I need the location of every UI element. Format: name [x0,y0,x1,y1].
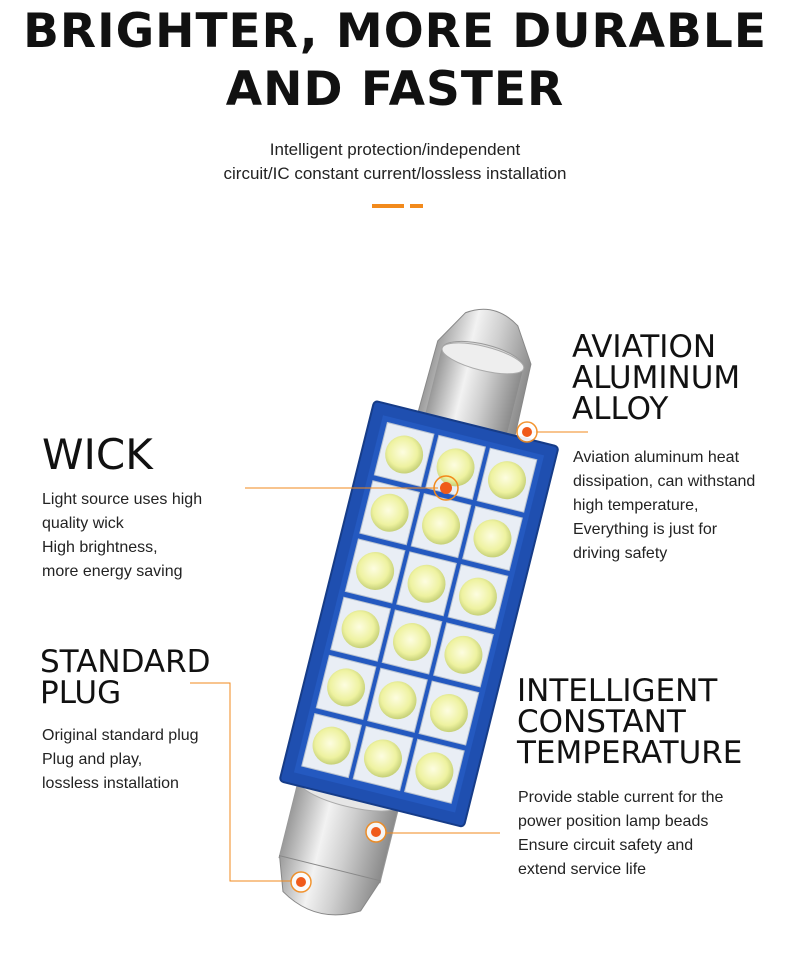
headline-line-2: AND FASTER [225,62,565,117]
intelligent-description [518,786,723,882]
intelligent-title-line-3: TEMPERATURE [517,735,743,771]
wick-desc-line: High brightness, [42,539,158,556]
plug-title-line-1: STANDARD [40,644,211,680]
subtitle-line-2: circuit/IC constant current/lossless installation [223,164,567,183]
subtitle-line-1: Intelligent protection/independent [269,140,521,159]
intelligent-desc-line: Ensure circuit safety and [518,837,694,854]
headline-line-1: BRIGHTER, MORE DURABLE [23,4,767,59]
wick-description [42,488,202,584]
aviation-desc-line: high temperature, [573,497,699,514]
wick-desc-line: quality wick [42,515,124,532]
plug-desc-line: Original standard plug [42,727,199,744]
intelligent-title-line-1: INTELLIGENT [517,673,718,709]
aviation-desc-line: driving safety [573,545,668,562]
plug-title-line-2: PLUG [40,675,122,711]
intelligent-title [517,673,743,771]
plug-desc-line: Plug and play, [42,751,143,768]
plug-description [42,724,199,796]
intelligent-desc-line: Provide stable current for the [518,789,724,806]
wick-title-line-1: WICK [42,430,153,479]
plug-desc-line: lossless installation [42,775,179,792]
aviation-title-line-3: ALLOY [572,391,669,427]
aviation-title-line-1: AVIATION [572,329,717,365]
intelligent-title-line-2: CONSTANT [517,704,686,740]
intelligent-desc-line: power position lamp beads [518,813,709,830]
wick-desc-line: Light source uses high [42,491,203,508]
aviation-description [573,446,755,566]
wick-title [42,430,153,479]
aviation-title-line-2: ALUMINUM [572,360,741,396]
wick-desc-line: more energy saving [42,563,183,580]
aviation-desc-line: Everything is just for [573,521,718,538]
intelligent-desc-line: extend service life [518,861,647,878]
aviation-title [572,329,741,427]
aviation-desc-line: Aviation aluminum heat [573,449,740,466]
plug-title [40,644,211,711]
aviation-desc-line: dissipation, can withstand [573,473,756,490]
